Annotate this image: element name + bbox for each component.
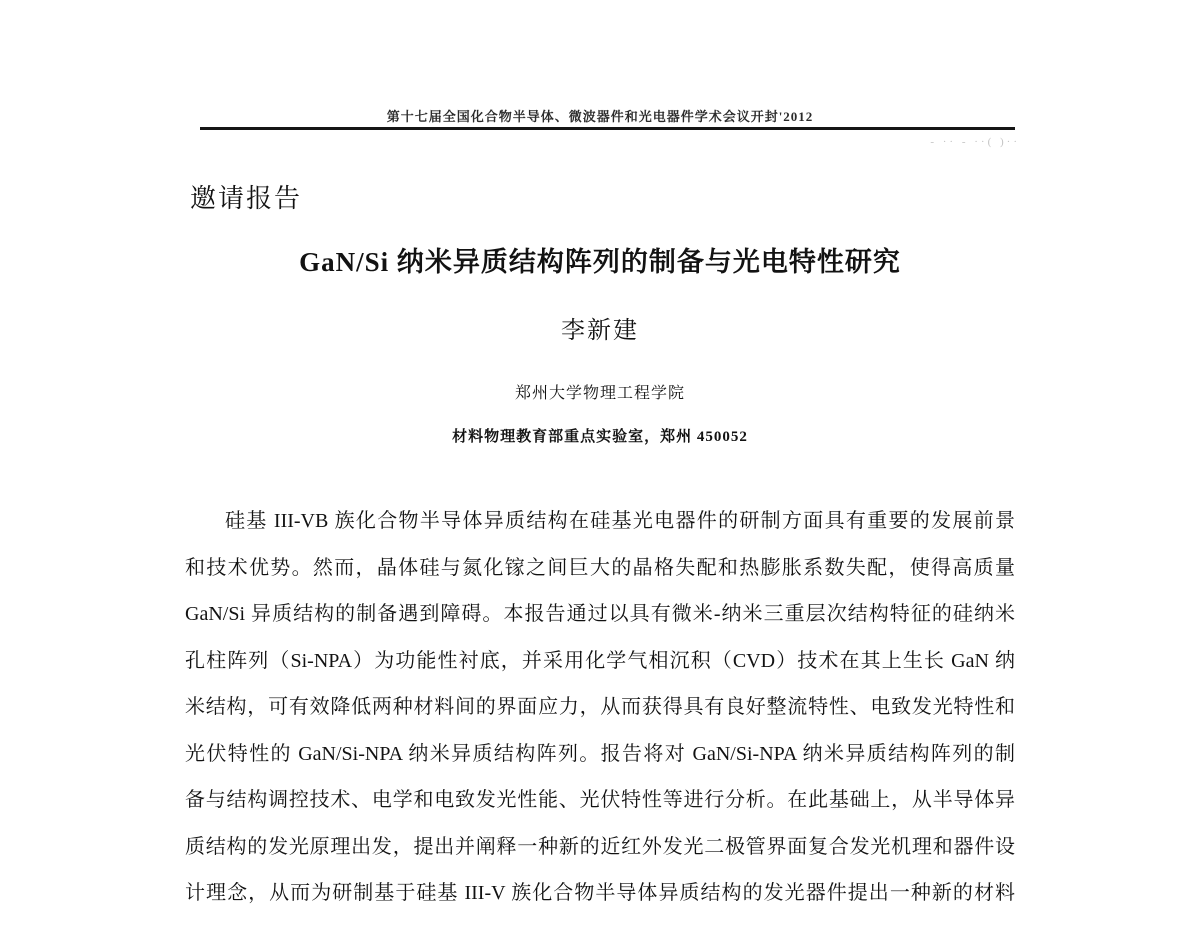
header-rule <box>200 127 1015 130</box>
abstract-line: 质结构的发光原理出发，提出并阐释一种新的近红外发光二极管界面复合发光机理和器件设 <box>185 835 1015 858</box>
abstract-line: 孔柱阵列（Si-NPA）为功能性衬底，并采用化学气相沉积（CVD）技术在其上生长 GaN 纳 <box>185 649 1015 672</box>
abstract-line: 光伏特性的 GaN/Si-NPA 纳米异质结构阵列。报告将对 GaN/Si-NPA 纳米异质结构阵列的制 <box>185 742 1015 765</box>
author-name: 李新建 <box>561 318 639 344</box>
report-type-label: 邀请报告 <box>190 184 303 213</box>
abstract-line: 米结构，可有效降低两种材料间的界面应力，从而获得具有良好整流特性、电致发光特性和 <box>185 696 1015 718</box>
abstract-body <box>185 498 1015 917</box>
affiliation-lab-address: 材料物理教育部重点实验室，郑州 450052 <box>452 429 748 445</box>
faint-stamp-marks: - ·· - ··( )·· <box>930 136 1020 148</box>
abstract-line: 和技术优势。然而，晶体硅与氮化镓之间巨大的晶格失配和热膨胀系数失配，使得高质量 <box>185 556 1015 579</box>
abstract-line: 备与结构调控技术、电学和电致发光性能、光伏特性等进行分析。在此基础上，从半导体异 <box>185 789 1015 811</box>
paper-title: GaN/Si 纳米异质结构阵列的制备与光电特性研究 <box>299 247 901 277</box>
affiliation-institute: 郑州大学物理工程学院 <box>514 385 685 402</box>
conference-header: 第十七届全国化合物半导体、微波器件和光电器件学术会议开封'2012 <box>386 109 814 124</box>
abstract-line: 计理念，从而为研制基于硅基 III-V 族化合物半导体异质结构的发光器件提出一种新的材料 <box>185 882 1015 904</box>
abstract-line: GaN/Si 异质结构的制备遇到障碍。本报告通过以具有微米-纳米三重层次结构特征的硅纳米 <box>185 603 1015 625</box>
abstract-line: 硅基 III-VB 族化合物半导体异质结构在硅基光电器件的研制方面具有重要的发展前景 <box>225 510 1015 532</box>
